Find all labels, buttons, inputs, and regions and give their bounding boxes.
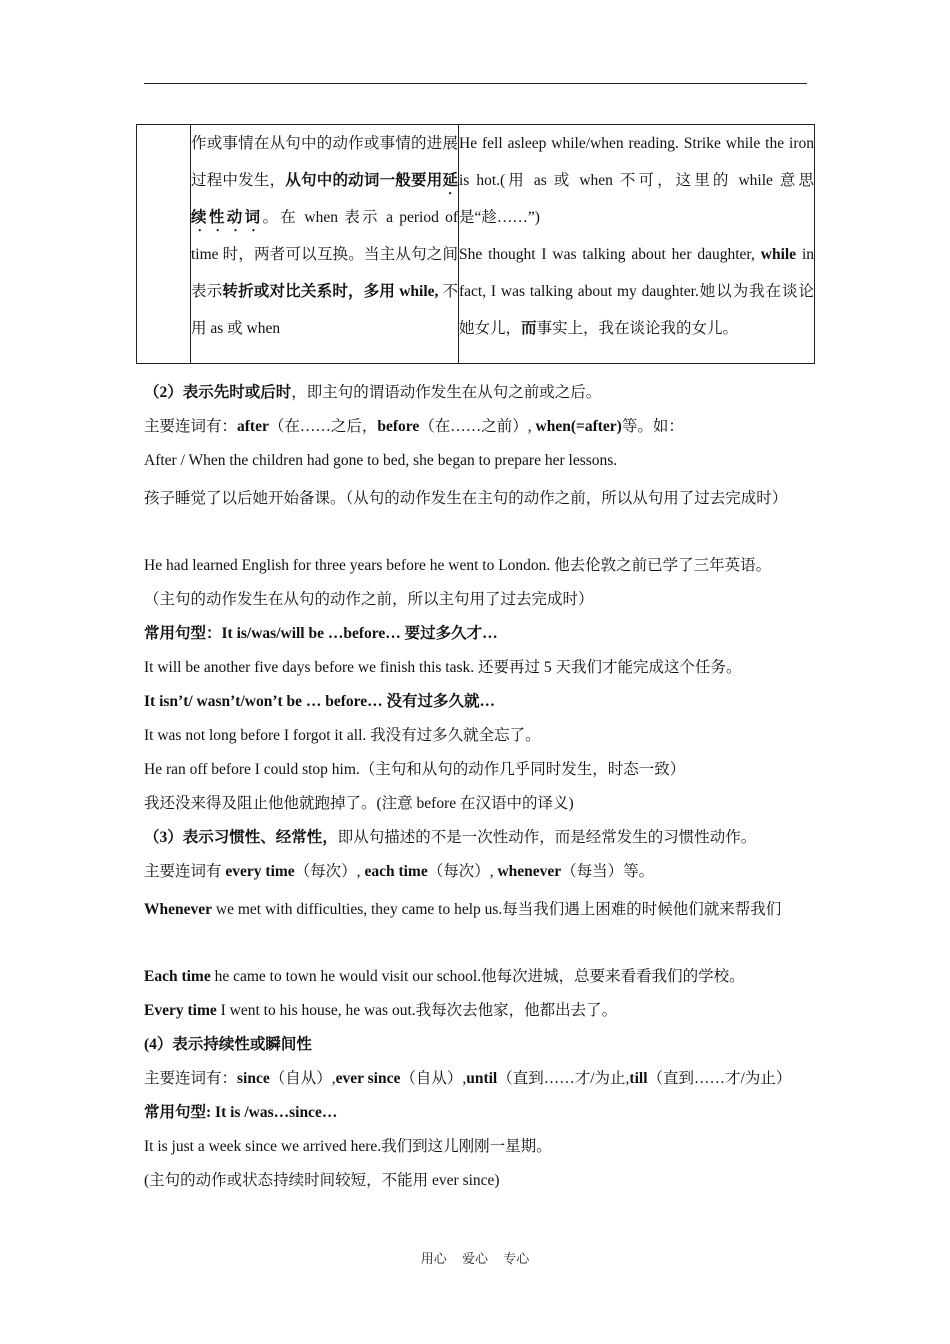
section-2-heading: （2）表示先时或后时，即主句的谓语动作发生在从句之前或之后。 — [144, 384, 602, 401]
example-translation: 孩子睡觉了以后她开始备课。（从句的动作发生在主句的动作之前，所以从句用了过去完成时） — [144, 490, 788, 507]
section-4-conjunctions: 主要连词有：since（自从）,ever since（自从）,until（直到……才/为止,till（直到……才/为止） — [144, 1070, 792, 1087]
sentence-pattern: It isn’t/ wasn’t/won’t be … before… 没有过多久就… — [144, 693, 496, 710]
example-sentence: It is just a week since we arrived here.我们到这儿刚刚一星期。 — [144, 1138, 552, 1155]
example-sentence: It was not long before I forgot it all. 我没有过多久就全忘了。 — [144, 727, 541, 744]
example-sentence: He had learned English for three years before he went to London. 他去伦敦之前已学了三年英语。 — [144, 557, 772, 574]
section-2-conjunctions: 主要连词有：after（在……之后，before（在……之前）, when(=after)等。如： — [144, 418, 684, 435]
emphasis-text: 延续性动词 — [191, 172, 458, 226]
table-row — [137, 125, 815, 364]
sentence-pattern: 常用句型：It is/was/will be …before… 要过多久才… — [144, 625, 498, 642]
header-rule — [144, 83, 807, 84]
body-text — [144, 379, 824, 1201]
comparison-table — [136, 124, 815, 364]
section-4-heading: (4）表示持续性或瞬间性 — [144, 1036, 312, 1053]
section-3-conjunctions: 主要连词有 every time（每次）, each time（每次）, whenever（每当）等。 — [144, 863, 655, 880]
section-3-heading: （3）表示习惯性、经常性，即从句描述的不是一次性动作，而是经常发生的习惯性动作。 — [144, 829, 757, 846]
example-sentence: Each time he came to town he would visit our school.他每次进城，总要来看看我们的学校。 — [144, 968, 745, 985]
sentence-pattern: 常用句型: It is /was…since… — [144, 1104, 338, 1121]
example-sentence: Every time I went to his house, he was out.我每次去他家，他都出去了。 — [144, 1002, 618, 1019]
example-note: (主句的动作或状态持续时间较短，不能用 ever since) — [144, 1172, 500, 1189]
example-translation: 我还没来得及阻止他他就跑掉了。(注意 before 在汉语中的译义) — [144, 795, 574, 812]
example-sentence: He ran off before I could stop him.（主句和从句的动作几乎同时发生，时态一致） — [144, 761, 686, 778]
table-cell-empty — [137, 125, 191, 364]
table-cell-rule: 作或事情在从句中的动作或事情的进展过程中发生，从句中的动词一般要用延续性动词。在 when 表示 a period of time 时，两者可以互换。当主从句之间表示转折或对比关系时，多用 while, 不用 as 或 when — [191, 125, 459, 364]
table-cell-examples: He fell asleep while/when reading. Strike while the iron is hot.(用 as 或 when 不可，这里的 while 意思是“趁……”) She thought I was talking about her daughter, while in fact, I was talking about my daughter.她以为我在谈论她女儿，而事实上，我在谈论我的女儿。 — [459, 125, 815, 364]
example-sentence: After / When the children had gone to bed, she began to prepare her lessons. — [144, 452, 618, 469]
example-note: （主句的动作发生在从句的动作之前，所以主句用了过去完成时） — [144, 591, 594, 608]
example-sentence: It will be another five days before we finish this task. 还要再过 5 天我们才能完成这个任务。 — [144, 659, 742, 676]
page-footer: 用心 爱心 专心 — [420, 1251, 530, 1266]
example-sentence: Whenever we met with difficulties, they came to help us.每当我们遇上困难的时候他们就来帮我们 — [144, 901, 782, 918]
